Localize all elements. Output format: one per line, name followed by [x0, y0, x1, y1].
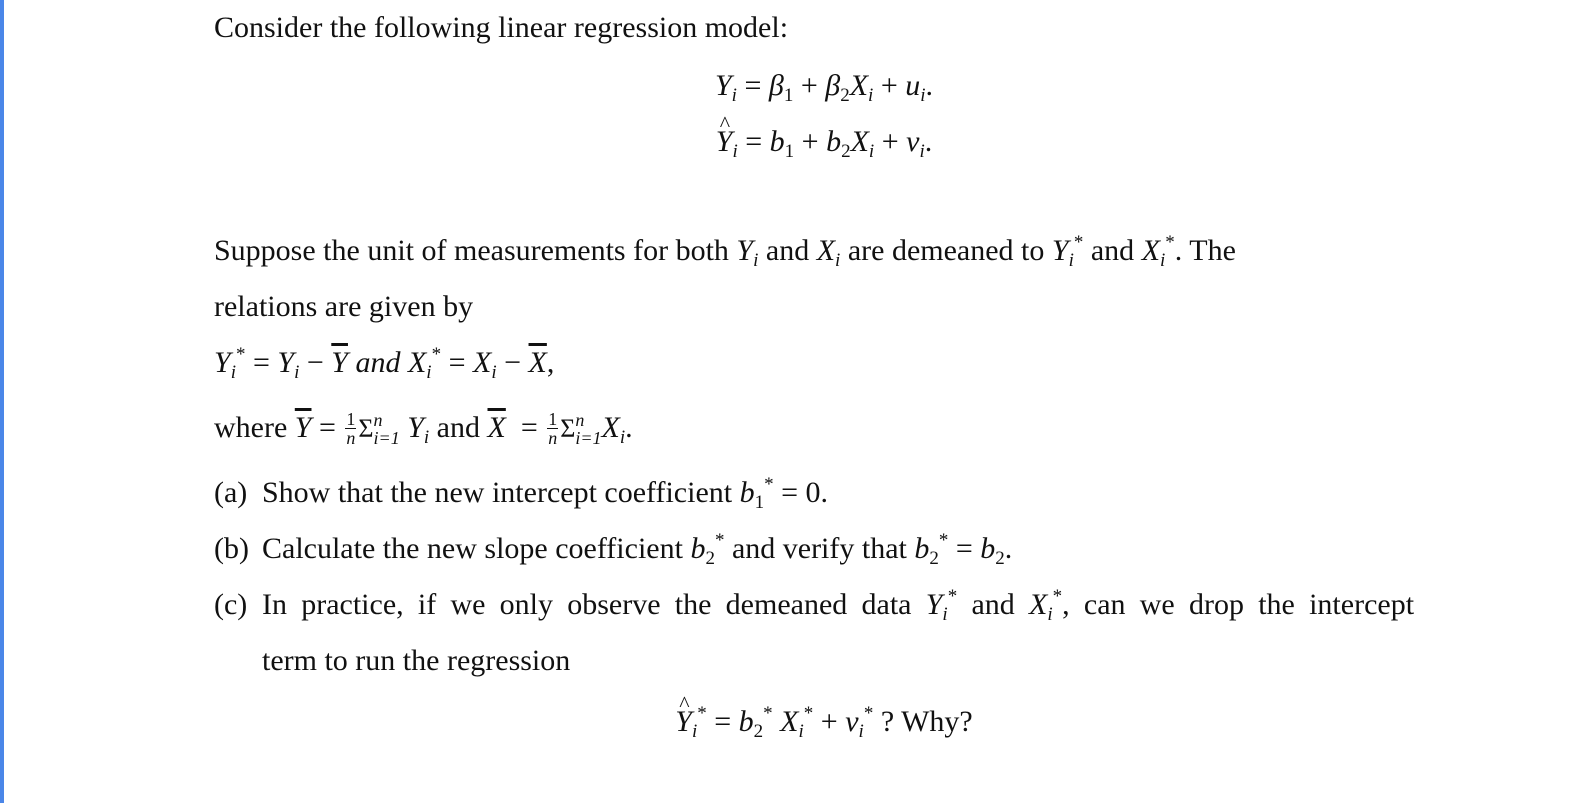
left-accent-bar [0, 0, 4, 803]
question-c-line2 [262, 643, 570, 679]
question-b-mid: and verify that [724, 532, 915, 565]
and-word: and [429, 411, 488, 444]
intro-sentence [214, 10, 788, 46]
where-word: where [214, 411, 288, 444]
question-c-why: ? Why? [873, 705, 973, 738]
paragraph-text-part: are demeaned to [840, 234, 1052, 267]
italic-and-word: and [355, 346, 401, 379]
document-page [214, 0, 1434, 803]
question-c-and: and [971, 588, 1015, 621]
question-b: (b) Calculate the new slope coefficient $b_2^*$ and verify that $b_2^* = b_2$. [214, 530, 1013, 569]
question-c-text-end: , can we drop the intercept [1062, 588, 1415, 621]
equation-population-model: $Y_i = \beta_1 + \beta_2X_i + u_i$. [714, 69, 934, 106]
equation-demeaning-relations: $Y_i^* = Y_i - \overline{Y}$ and $X_i^* = X_i - \overline{X}$, [214, 344, 555, 383]
paragraph-demeaned-line2 [214, 289, 473, 325]
paragraph-text-part: Suppose the unit of measurements for both [214, 234, 737, 267]
question-b-label: (b) [214, 532, 249, 565]
question-c-text-line2: term to run the regression [262, 644, 571, 677]
intro-text: Consider the following linear regression model: [214, 11, 789, 44]
question-a-label: (a) [214, 476, 248, 509]
question-c-label: (c) [214, 588, 248, 621]
paragraph-text-part: relations are given by [214, 290, 474, 323]
equation-fitted-model: ^ $Y_i = b_1 + b_2X_i + v_i$. [214, 124, 1434, 160]
question-c-text: In practice, if we only observe the demeaned data [262, 588, 912, 621]
paragraph-text-part: and [1083, 234, 1142, 267]
equation-mean-definitions: where $\overline{Y}$ = $\frac{1}{n}$ Σ n i=1 $Y_i$ and $\overline{X}$ = $\frac{1}{n}$ Σ n i=1 $X_i$. [214, 408, 633, 449]
question-c-line1: (c) In practice, if we only observe the demeaned data $Y_i^*$ and $X_i^*$, can we drop the intercept [214, 586, 1415, 625]
equation-no-intercept-regression: ^ $Y_i^* = b_2^*$ $X_i^* + v_i^*$ ? Why? [214, 704, 1434, 740]
question-a-text: Show that the new intercept coefficient [262, 476, 733, 509]
question-a: (a) Show that the new intercept coefficient $b_1^* = 0$. [214, 474, 829, 513]
paragraph-text-part: and [758, 234, 817, 267]
paragraph-demeaned-line1: Suppose the unit of measurements for both $Y_i$ and $X_i$ are demeaned to $Y_i^*$ and $X_i^*$. The [214, 232, 1236, 271]
question-a-tail: = 0. [773, 476, 829, 509]
paragraph-text-part: . The [1174, 234, 1236, 267]
question-b-text: Calculate the new slope coefficient [262, 532, 683, 565]
